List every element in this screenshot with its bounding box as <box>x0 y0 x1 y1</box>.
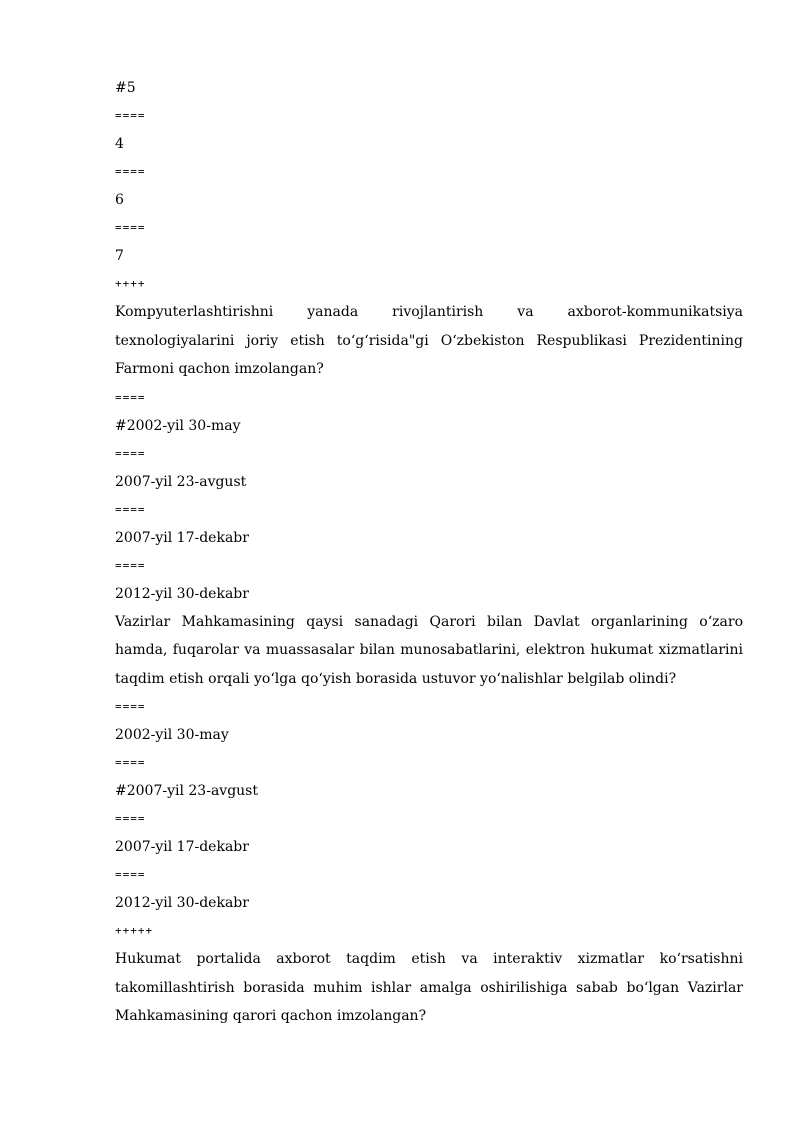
answer-option: #5 <box>115 80 136 96</box>
question-text: Hukumat portalida axborot taqdim etish va interaktiv xizmatlar ko‘rsatishni takomillashtirish borasida muhim ishlar amalga oshirilishiga sabab bo‘lgan Vazirlar Mahkamasining qarori qachon imzolangan? <box>115 951 743 1024</box>
answer-option: 4 <box>115 136 124 152</box>
separator: ==== <box>115 812 146 825</box>
separator: ==== <box>115 868 146 881</box>
separator: ==== <box>115 502 146 516</box>
separator: ==== <box>115 700 146 713</box>
separator: ==== <box>115 221 146 234</box>
answer-option: 2012-yil 30-dekabr <box>115 585 249 602</box>
separator: ==== <box>115 390 146 404</box>
separator: ==== <box>115 756 146 769</box>
answer-option: 2002-yil 30-may <box>115 727 229 743</box>
answer-option-correct: #2007-yil 23-avgust <box>115 783 258 799</box>
answer-option: 6 <box>115 192 124 208</box>
question-separator: +++++ <box>115 924 154 937</box>
answer-option: 2007-yil 23-avgust <box>115 473 247 490</box>
question-separator: ++++ <box>115 277 146 290</box>
answer-option: 2012-yil 30-dekabr <box>115 895 249 911</box>
question-text: Vazirlar Mahkamasining qaysi sanadagi Qarori bilan Davlat organlarining o‘zaro hamda, fuqarolar va muassasalar bilan munosabatlarini, elektron hukumat xizmatlarini taqdim etish orqali yo‘lga qo‘yish borasida ustuvor yo‘nalishlar belgilab olindi? <box>115 613 743 687</box>
answer-option: 2007-yil 17-dekabr <box>115 839 249 855</box>
answer-option: 7 <box>115 248 124 264</box>
separator: ==== <box>115 165 146 178</box>
answer-option-correct: #2002-yil 30-may <box>115 417 241 434</box>
separator: ==== <box>115 109 146 122</box>
answer-option: 2007-yil 17-dekabr <box>115 529 249 546</box>
question-text: Kompyuterlashtirishni yanada rivojlantirish va axborot-kommunikatsiya texnologiyalarini joriy etish to‘g‘risida"gi O‘zbekiston Respublikasi Prezidentining Farmoni qachon imzolangan? <box>115 304 743 377</box>
document-page <box>115 74 743 1031</box>
separator: ==== <box>115 558 146 572</box>
separator: ==== <box>115 446 146 460</box>
